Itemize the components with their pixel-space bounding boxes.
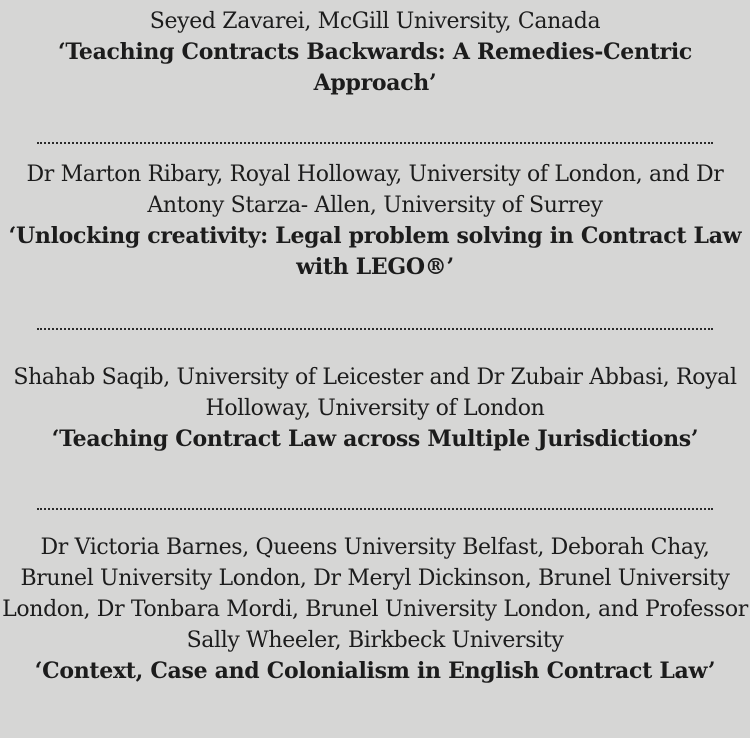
programme-entry xyxy=(0,532,750,687)
entry-authors: Dr Victoria Barnes, Queens University Belfast, Deborah Chay, Brunel University London, Dr Meryl Dickinson, Brunel University London, Dr Tonbara Mordi, Brunel University London, and Professor Sally Wheeler, Birkbeck University xyxy=(2,535,748,653)
entry-title: ‘Teaching Contract Law across Multiple Jurisdictions’ xyxy=(51,426,699,452)
entry-authors: Shahab Saqib, University of Leicester and Dr Zubair Abbasi, Royal Holloway, University of London xyxy=(13,365,737,421)
programme-entry xyxy=(0,159,750,283)
entry-title: ‘Context, Case and Colonialism in English Contract Law’ xyxy=(34,658,716,684)
programme-entry xyxy=(0,362,750,455)
entry-authors: Seyed Zavarei, McGill University, Canada xyxy=(149,9,601,34)
entry-authors: Dr Marton Ribary, Royal Holloway, University of London, and Dr Antony Starza- Allen, University of Surrey xyxy=(26,162,724,218)
programme-entry xyxy=(0,6,750,99)
dotted-divider xyxy=(37,328,713,330)
entry-title: ‘Teaching Contracts Backwards: A Remedies-Centric Approach’ xyxy=(58,39,692,96)
entry-title: ‘Unlocking creativity: Legal problem solving in Contract Law with LEGO®’ xyxy=(8,223,742,280)
dotted-divider xyxy=(37,142,713,144)
dotted-divider xyxy=(37,508,713,510)
